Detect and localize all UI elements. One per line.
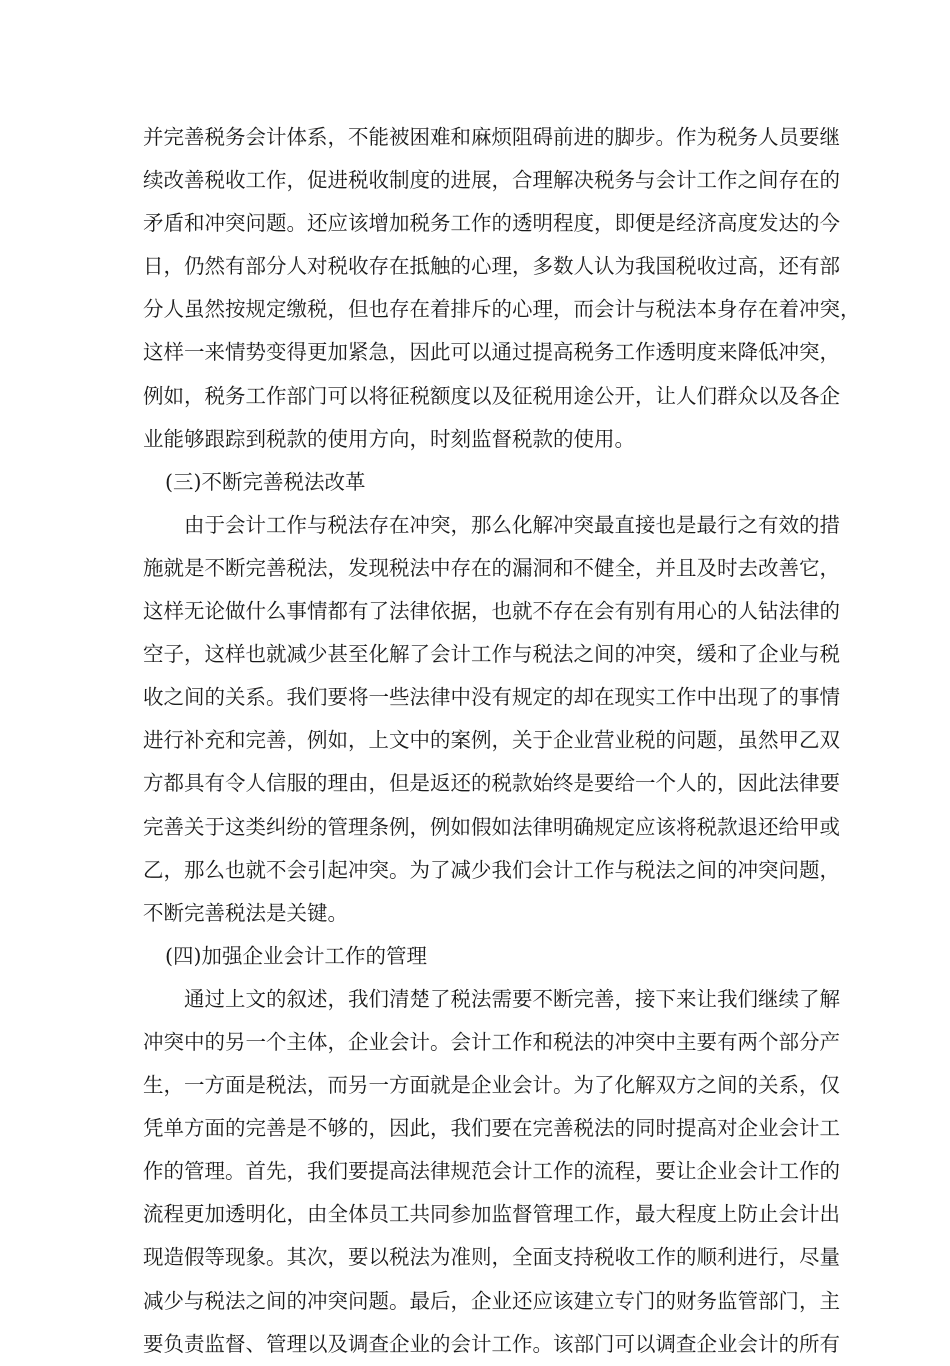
text-line: 续改善税收工作，促进税收制度的进展，合理解决税务与会计工作之间存在的	[143, 168, 840, 193]
text-line: 通过上文的叙述，我们清楚了税法需要不断完善，接下来让我们继续了解	[143, 986, 840, 1011]
text-line: 日，仍然有部分人对税收存在抵触的心理，多数人认为我国税收过高，还有部	[143, 254, 840, 279]
text-line: 进行补充和完善，例如，上文中的案例，关于企业营业税的问题，虽然甲乙双	[143, 728, 840, 753]
text-line: 减少与税法之间的冲突问题。最后，企业还应该建立专门的财务监管部门，主	[143, 1288, 840, 1313]
text-line: 现造假等现象。其次，要以税法为准则，全面支持税收工作的顺利进行，尽量	[143, 1245, 840, 1270]
text-line: 不断完善税法是关键。	[143, 900, 348, 925]
text-line: 由于会计工作与税法存在冲突，那么化解冲突最直接也是最行之有效的措	[143, 512, 840, 537]
text-line: 凭单方面的完善是不够的，因此，我们要在完善税法的同时提高对企业会计工	[143, 1116, 840, 1141]
text-line: 这样一来情势变得更加紧急，因此可以通过提高税务工作透明度来降低冲突，	[143, 340, 840, 365]
text-line: 收之间的关系。我们要将一些法律中没有规定的却在现实工作中出现了的事情	[143, 685, 840, 710]
text-line: 并完善税务会计体系，不能被困难和麻烦阻碍前进的脚步。作为税务人员要继	[143, 125, 840, 149]
text-line: 乙，那么也就不会引起冲突。为了减少我们会计工作与税法之间的冲突问题，	[143, 857, 840, 882]
text-line: 这样无论做什么事情都有了法律依据，也就不存在会有别有用心的人钻法律的	[143, 599, 840, 624]
text-line: 要负责监督、管理以及调查企业的会计工作。该部门可以调查企业会计的所有	[143, 1331, 840, 1356]
text-line: 空子，这样也就减少甚至化解了会计工作与税法之间的冲突，缓和了企业与税	[143, 642, 840, 667]
text-line: 作的管理。首先，我们要提高法律规范会计工作的流程，要让企业会计工作的	[143, 1159, 840, 1184]
text-line: 矛盾和冲突问题。还应该增加税务工作的透明程度，即便是经济高度发达的今	[143, 211, 840, 236]
text-line: 业能够跟踪到税款的使用方向，时刻监督税款的使用。	[143, 426, 635, 451]
text-line: 生，一方面是税法，而另一方面就是企业会计。为了化解双方之间的关系，仅	[143, 1073, 840, 1098]
text-line: 分人虽然按规定缴税，但也存在着排斥的心理，而会计与税法本身存在着冲突，	[143, 297, 861, 322]
section-heading: (三)不断完善税法改革	[165, 469, 366, 494]
text-line: 施就是不断完善税法，发现税法中存在的漏洞和不健全，并且及时去改善它，	[143, 555, 840, 580]
text-line: 方都具有令人信服的理由，但是返还的税款始终是要给一个人的，因此法律要	[143, 771, 840, 796]
text-line: 完善关于这类纠纷的管理条例，例如假如法律明确规定应该将税款退还给甲或	[143, 814, 840, 839]
text-line: 冲突中的另一个主体，企业会计。会计工作和税法的冲突中主要有两个部分产	[143, 1029, 840, 1054]
text-line: 流程更加透明化，由全体员工共同参加监督管理工作，最大程度上防止会计出	[143, 1202, 840, 1227]
document-body-text	[143, 116, 861, 1366]
text-line: 例如，税务工作部门可以将征税额度以及征税用途公开，让人们群众以及各企	[143, 383, 840, 408]
section-heading: (四)加强企业会计工作的管理	[165, 943, 427, 968]
